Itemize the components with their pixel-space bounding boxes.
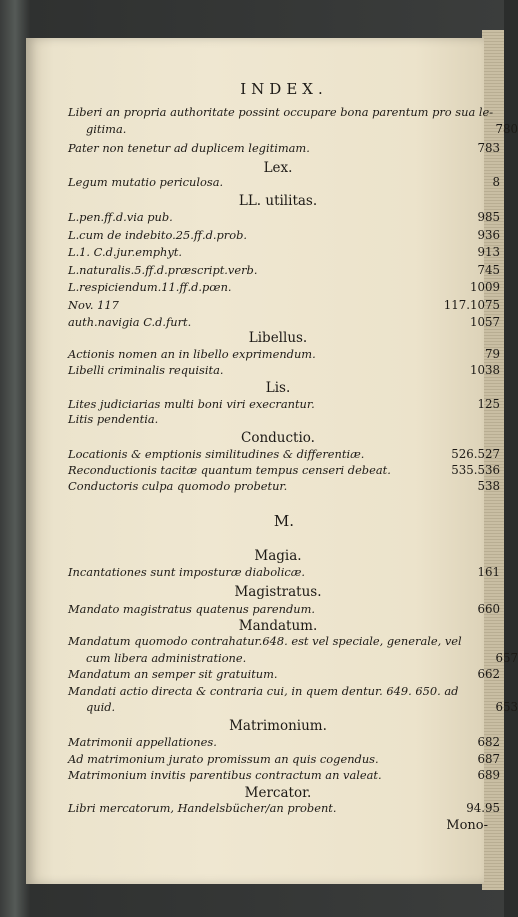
page-number: 783: [477, 141, 500, 155]
index-heading: LL. utilitas.: [238, 193, 318, 209]
page-number: 745: [477, 263, 500, 277]
page-number: 936: [477, 228, 500, 242]
index-entry: [68, 263, 500, 277]
entry-text: Locationis & emptionis similitudines & differentiæ.: [68, 447, 365, 461]
catchword: Mono-: [446, 818, 488, 833]
index-entry: [68, 105, 500, 119]
index-entry: [68, 245, 500, 259]
index-heading: Lis.: [265, 380, 291, 396]
page-number: 660: [477, 602, 500, 616]
page-number: 913: [477, 245, 500, 259]
index-entry: [68, 347, 500, 361]
entry-text: Mandati actio directa & contraria cui, in quem dentur. 649. 650. ad: [68, 684, 459, 698]
entry-text: Mandato magistratus quatenus parendum.: [68, 602, 316, 616]
index-heading: Lex.: [263, 160, 293, 176]
page-number: 161: [477, 565, 500, 579]
entry-text: Matrimonium invitis parentibus contractum an valeat.: [68, 768, 382, 782]
entry-text: Matrimonii appellationes.: [68, 735, 217, 749]
page-number: 94.95: [466, 801, 500, 815]
entry-text: Reconductionis tacitæ quantum tempus censeri debeat.: [68, 463, 391, 477]
page-number: 526.527: [451, 447, 500, 461]
index-entry: [68, 752, 500, 766]
index-entry: [68, 651, 518, 665]
index-entry: [68, 602, 500, 616]
index-entry: [68, 768, 500, 782]
entry-text: Mandatum an semper sit gratuitum.: [68, 667, 278, 681]
index-entry: [68, 684, 500, 698]
page-number: 535.536: [451, 463, 500, 477]
entry-text: Incantationes sunt imposturæ diabolicæ.: [68, 565, 306, 579]
index-entry: [68, 565, 500, 579]
page-number: 657: [495, 651, 518, 665]
page-number: 689: [477, 768, 500, 782]
index-entry: [68, 298, 500, 312]
entry-text: Mandatum quomodo contrahatur.648. est vel speciale, generale, vel: [68, 634, 462, 648]
page-number: 117.1075: [443, 298, 500, 312]
index-entry: [68, 447, 500, 461]
entry-text: L.cum de indebito.25.ff.d.prob.: [68, 228, 248, 242]
page-number: 1009: [469, 280, 500, 294]
index-heading: Mercator.: [244, 785, 312, 801]
page-number: 8: [492, 175, 500, 189]
entry-text: Libri mercatorum, Handelsbücher/an probent.: [68, 801, 337, 815]
index-entry: [68, 141, 500, 155]
entry-text: L.naturalis.5.ff.d.præscript.verb.: [68, 263, 258, 277]
index-entry: [68, 479, 500, 493]
page-number: 687: [477, 752, 500, 766]
index-entry: [68, 122, 518, 136]
entry-text: Conductoris culpa quomodo probetur.: [68, 479, 288, 493]
index-entry: [68, 363, 500, 377]
page-number: 653: [495, 700, 518, 714]
entry-text: gitima.: [86, 122, 127, 136]
index-entry: [68, 175, 500, 189]
page-number: 662: [477, 667, 500, 681]
index-heading: Matrimonium.: [229, 718, 327, 734]
index-heading: Conductio.: [241, 430, 315, 446]
index-entry: [68, 210, 500, 224]
page-number: 79: [484, 347, 500, 361]
entry-text: quid.: [86, 700, 116, 714]
entry-text: Nov. 117: [68, 298, 119, 312]
index-entry: [68, 228, 500, 242]
index-entry: [68, 315, 500, 329]
index-heading: Mandatum.: [238, 618, 318, 634]
entry-text: L.respiciendum.11.ff.d.pœn.: [68, 280, 232, 294]
index-entry: [68, 634, 500, 648]
page-number: 538: [477, 479, 500, 493]
page-number: 985: [477, 210, 500, 224]
index-entry: [68, 667, 500, 681]
entry-text: Actionis nomen an in libello exprimendum.: [68, 347, 316, 361]
page-header: INDEX.: [240, 80, 328, 98]
index-entry: [68, 700, 518, 714]
index-entry: [68, 412, 500, 426]
index-entry: [68, 735, 500, 749]
entry-text: Legum mutatio periculosa.: [68, 175, 224, 189]
index-entry: [68, 280, 500, 294]
entry-text: L.1. C.d.jur.emphyt.: [68, 245, 182, 259]
page-number: 1038: [469, 363, 500, 377]
entry-text: cum libera administratione.: [86, 651, 247, 665]
entry-text: Lites judiciarias multi boni viri execrantur.: [68, 397, 315, 411]
entry-text: Libelli criminalis requisita.: [68, 363, 224, 377]
entry-text: Ad matrimonium jurato promissum an quis cogendus.: [68, 752, 379, 766]
index-heading: Magistratus.: [234, 584, 322, 600]
entry-text: L.pen.ff.d.via pub.: [68, 210, 173, 224]
entry-text: Pater non tenetur ad duplicem legitimam.: [68, 141, 310, 155]
index-entry: [68, 397, 500, 411]
index-heading: Libellus.: [248, 330, 308, 346]
index-heading: Magia.: [254, 548, 302, 564]
index-entry: [68, 463, 500, 477]
entry-text: Liberi an propria authoritate possint occupare bona parentum pro sua le-: [68, 105, 494, 119]
entry-text: auth.navigia C.d.furt.: [68, 315, 192, 329]
page-number: 125: [477, 397, 500, 411]
page-number: 780: [495, 122, 518, 136]
section-letter: M.: [273, 512, 295, 530]
index-entry: [68, 801, 500, 815]
page-number: 682: [477, 735, 500, 749]
page-number: 1057: [469, 315, 500, 329]
entry-text: Litis pendentia.: [68, 412, 159, 426]
